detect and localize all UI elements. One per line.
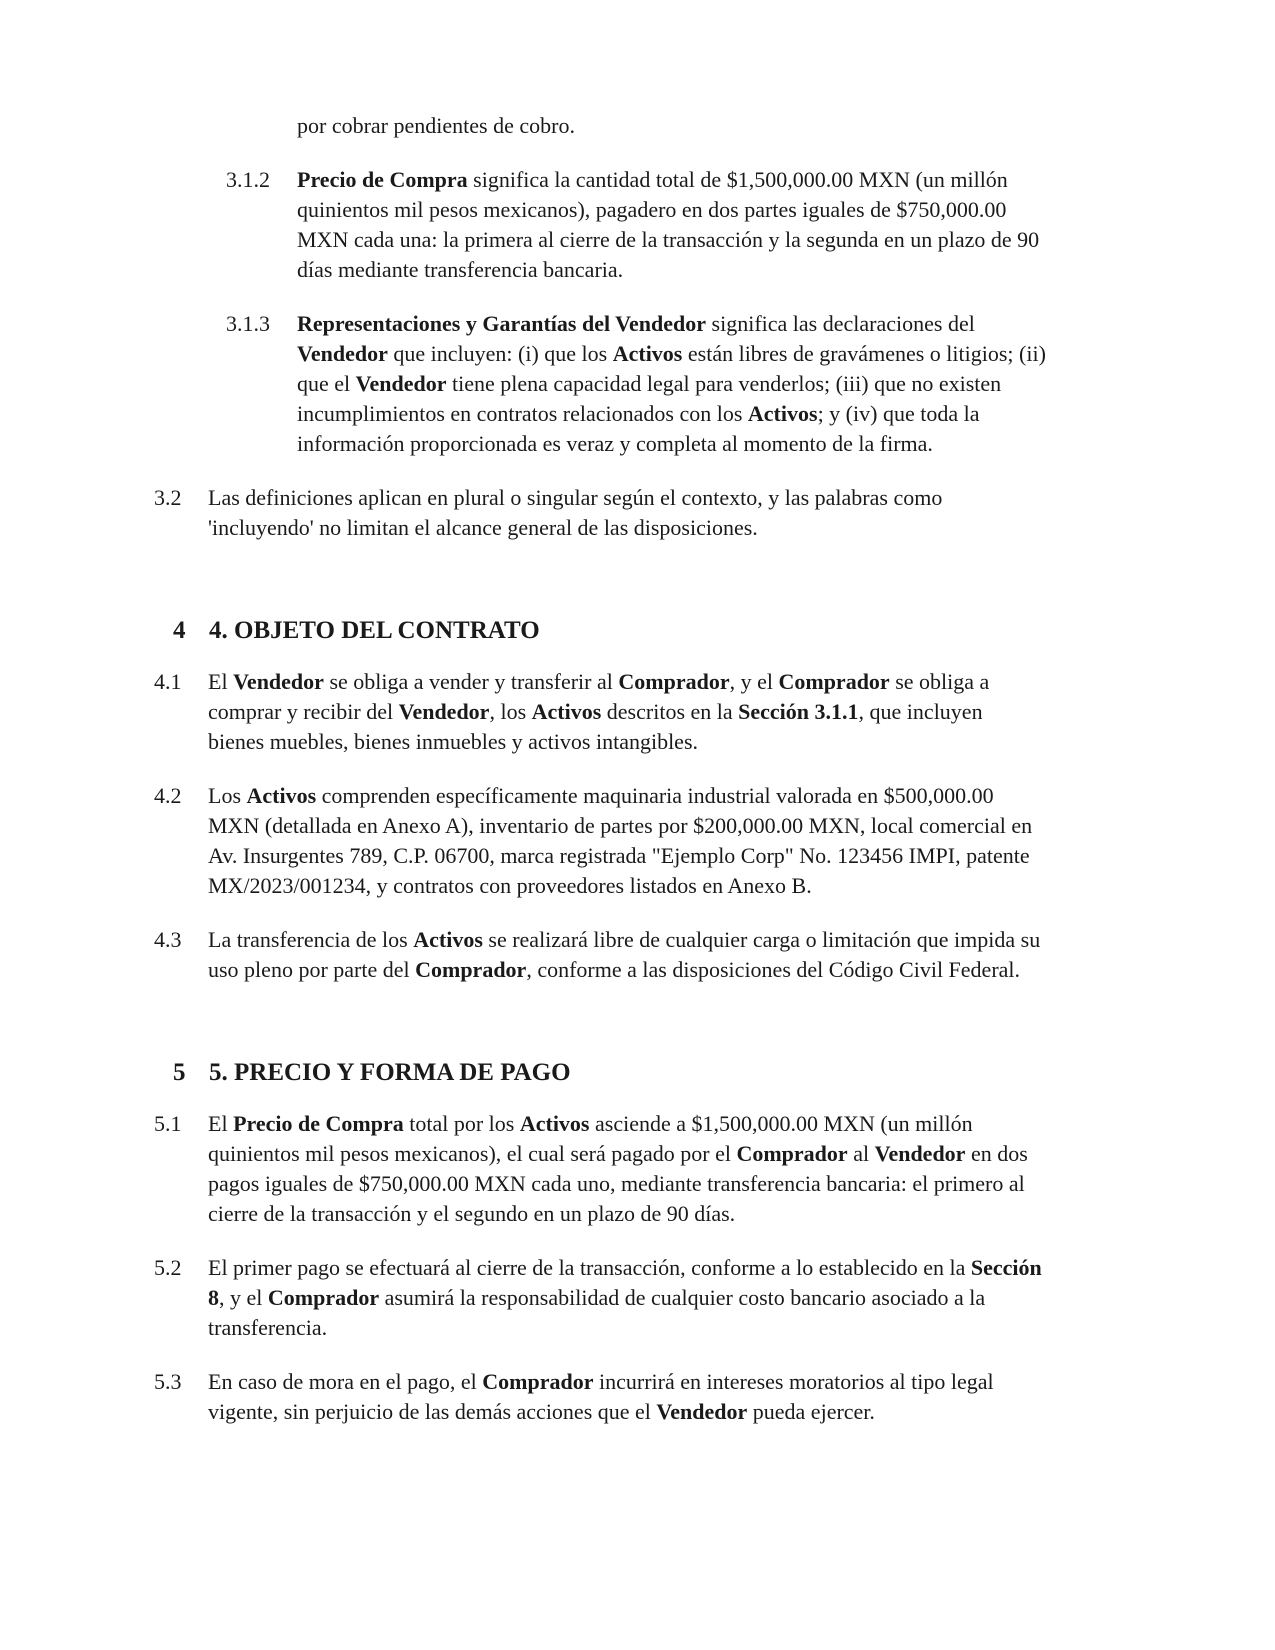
- heading-4: [173, 613, 1275, 649]
- text-line: Av. Insurgentes 789, C.P. 06700, marca registrada "Ejemplo Corp" No. 123456 IMPI, patente: [208, 843, 1030, 868]
- text-line: MXN cada una: la primera al cierre de la transacción y la segunda en un plazo de 90: [297, 227, 1040, 252]
- clause-text: [208, 667, 989, 757]
- text-line: 8, y el Comprador asumirá la responsabilidad de cualquier costo bancario asociado a la: [208, 1285, 986, 1310]
- clause-number: 3.2: [154, 485, 182, 510]
- clause-text: [208, 925, 1040, 985]
- text-line: transferencia.: [208, 1315, 328, 1340]
- text-line: Representaciones y Garantías del Vendedor significa las declaraciones del: [297, 311, 975, 336]
- clause-text: [208, 483, 942, 543]
- clause-text: [297, 111, 1275, 141]
- text-line: comprar y recibir del Vendedor, los Activos descritos en la Sección 3.1.1, que incluyen: [208, 699, 983, 724]
- text-line: 'incluyendo' no limitan el alcance general de las disposiciones.: [208, 515, 758, 540]
- text-line: En caso de mora en el pago, el Comprador incurrirá en intereses moratorios al tipo legal: [208, 1369, 994, 1394]
- text-line: quinientos mil pesos mexicanos), pagadero en dos partes iguales de $750,000.00: [297, 197, 1007, 222]
- text-line: Precio de Compra significa la cantidad total de $1,500,000.00 MXN (un millón: [297, 167, 1008, 192]
- text-line: Las definiciones aplican en plural o singular según el contexto, y las palabras como: [208, 485, 943, 510]
- text-line: vigente, sin perjuicio de las demás acciones que el Vendedor pueda ejercer.: [208, 1399, 875, 1424]
- heading-5: [173, 1055, 1275, 1091]
- heading-number: 4: [173, 617, 186, 644]
- clause-number: 4.2: [154, 783, 182, 808]
- clause-4.3: [154, 925, 1275, 985]
- clause-number: 3.1.3: [226, 311, 270, 336]
- text-line: cierre de la transacción y el segundo en un plazo de 90 días.: [208, 1201, 736, 1226]
- clause-3.1.2: [226, 165, 1275, 285]
- text-line: El Vendedor se obliga a vender y transferir al Comprador, y el Comprador se obliga a: [208, 669, 990, 694]
- clause-text: [208, 1253, 1042, 1343]
- clause-text: [208, 781, 1032, 901]
- text-line: MX/2023/001234, y contratos con proveedores listados en Anexo B.: [208, 873, 812, 898]
- text-line: La transferencia de los Activos se realizará libre de cualquier carga o limitación que impida su: [208, 927, 1041, 952]
- clause-text: [297, 309, 1046, 459]
- text-line: incumplimientos en contratos relacionados con los Activos; y (iv) que toda la: [297, 401, 980, 426]
- clause-3.1.3: [226, 309, 1275, 459]
- clause-text: [208, 1109, 1028, 1229]
- clause-number: 5.1: [154, 1111, 182, 1136]
- text-line: pagos iguales de $750,000.00 MXN cada uno, mediante transferencia bancaria: el primero al: [208, 1171, 1025, 1196]
- heading-text: 5. PRECIO Y FORMA DE PAGO: [209, 1059, 571, 1086]
- clause-number: 5.2: [154, 1255, 182, 1280]
- clause-5.3: [154, 1367, 1275, 1427]
- text-line: MXN (detallada en Anexo A), inventario de partes por $200,000.00 MXN, local comercial en: [208, 813, 1033, 838]
- clause-3.1.1-continuation: [297, 111, 1275, 141]
- clause-4.2: [154, 781, 1275, 901]
- heading-text: 4. OBJETO DEL CONTRATO: [209, 617, 540, 644]
- clause-number: 4.1: [154, 669, 182, 694]
- text-line: Los Activos comprenden específicamente maquinaria industrial valorada en $500,000.00: [208, 783, 994, 808]
- text-line: uso pleno por parte del Comprador, conforme a las disposiciones del Código Civil Federal.: [208, 957, 1021, 982]
- text-line: bienes muebles, bienes inmuebles y activos intangibles.: [208, 729, 699, 754]
- clause-number: 5.3: [154, 1369, 182, 1394]
- text-line: información proporcionada es veraz y completa al momento de la firma.: [297, 431, 933, 456]
- clause-5.2: [154, 1253, 1275, 1343]
- text-line: por cobrar pendientes de cobro.: [297, 113, 575, 138]
- text-line: El primer pago se efectuará al cierre de la transacción, conforme a lo establecido en la Sección: [208, 1255, 1042, 1280]
- clause-5.1: [154, 1109, 1275, 1229]
- clause-number: 3.1.2: [226, 167, 270, 192]
- clause-4.1: [154, 667, 1275, 757]
- text-line: quinientos mil pesos mexicanos), el cual será pagado por el Comprador al Vendedor en dos: [208, 1141, 1028, 1166]
- text-line: días mediante transferencia bancaria.: [297, 257, 624, 282]
- text-line: que el Vendedor tiene plena capacidad legal para venderlos; (iii) que no existen: [297, 371, 1002, 396]
- clause-text: [208, 1367, 994, 1427]
- clause-text: [297, 165, 1039, 285]
- text-line: El Precio de Compra total por los Activos asciende a $1,500,000.00 MXN (un millón: [208, 1111, 973, 1136]
- text-line: Vendedor que incluyen: (i) que los Activos están libres de gravámenes o litigios; (ii): [297, 341, 1046, 366]
- heading-number: 5: [173, 1059, 186, 1086]
- clause-3.2: [154, 483, 1275, 543]
- clause-number: 4.3: [154, 927, 182, 952]
